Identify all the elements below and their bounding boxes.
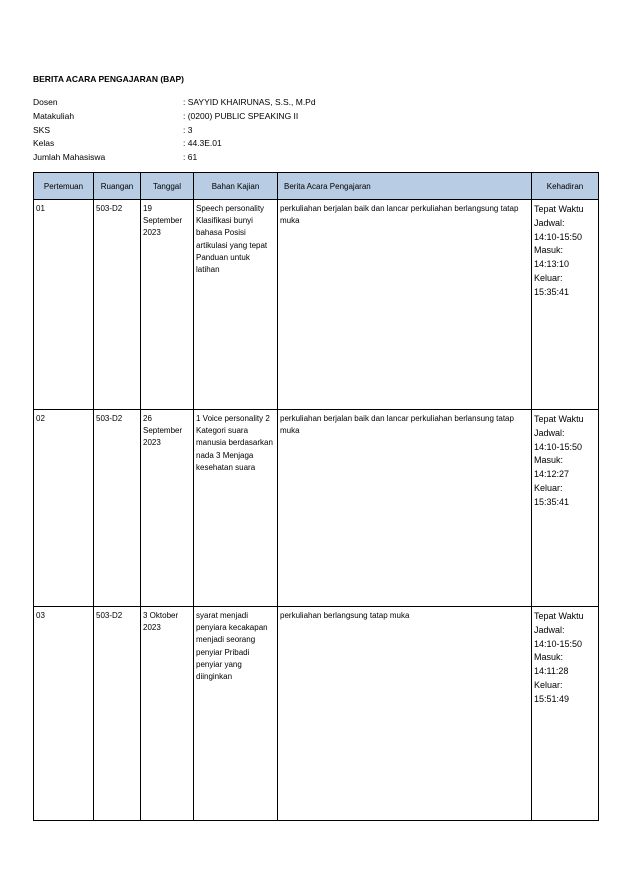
meta-value: : SAYYID KHAIRUNAS, S.S., M.Pd xyxy=(183,97,316,107)
kehadiran-keluar: 15:51:49 xyxy=(534,693,570,704)
cell-bahan-kajian: syarat menjadi penyiara kecakapan menjadi seorang penyiar Pribadi penyiar yang diinginkan xyxy=(194,607,278,821)
table-row xyxy=(34,607,599,821)
cell-pertemuan: 03 xyxy=(34,607,94,821)
cell-tanggal: 19 September 2023 xyxy=(141,200,194,410)
meta-value: : 61 xyxy=(183,152,198,163)
kehadiran-jadwal: 14:10-15:50 xyxy=(534,638,583,649)
table-row xyxy=(34,410,599,607)
kehadiran-jadwal: 14:10-15:50 xyxy=(534,231,583,242)
header-kehadiran: Kehadiran xyxy=(532,173,599,200)
kehadiran-masuk-label: Masuk: xyxy=(534,245,564,256)
cell-berita-acara: perkuliahan berlangsung tatap muka xyxy=(278,607,532,821)
cell-tanggal: 3 Oktober 2023 xyxy=(141,607,194,821)
header-tanggal: Tanggal xyxy=(141,173,194,200)
table-header-row xyxy=(34,173,599,200)
meta-label: SKS xyxy=(33,124,51,135)
kehadiran-keluar-label: Keluar: xyxy=(534,679,563,690)
kehadiran-jadwal-label: Jadwal: xyxy=(534,624,565,635)
table-row xyxy=(34,200,599,410)
header-ruangan: Ruangan xyxy=(94,173,141,200)
cell-ruangan: 503-D2 xyxy=(94,200,141,410)
meta-label: Matakuliah xyxy=(33,110,75,121)
meta-row-dosen xyxy=(33,96,316,110)
meta-label: Kelas xyxy=(33,138,55,149)
kehadiran-status: Tepat Waktu xyxy=(534,414,584,424)
cell-bahan-kajian: 1 Voice personality 2 Kategori suara manusia berdasarkan nada 3 Menjaga kesehatan suara xyxy=(194,410,278,607)
kehadiran-masuk-label: Masuk: xyxy=(534,652,564,663)
kehadiran-jadwal-label: Jadwal: xyxy=(534,217,565,228)
document-title: BERITA ACARA PENGAJARAN (BAP) xyxy=(33,74,184,84)
kehadiran-jadwal: 14:10-15:50 xyxy=(534,441,583,452)
meta-row-sks xyxy=(33,124,316,138)
cell-bahan-kajian: Speech personality Klasifikasi bunyi bahasa Posisi artikulasi yang tepat Panduan untuk latihan xyxy=(194,200,278,410)
cell-pertemuan: 02 xyxy=(34,410,94,607)
cell-tanggal: 26 September 2023 xyxy=(141,410,194,607)
cell-kehadiran xyxy=(532,607,599,821)
meta-row-jumlah-mahasiswa xyxy=(33,151,316,165)
kehadiran-keluar-label: Keluar: xyxy=(534,272,563,283)
meta-row-matakuliah xyxy=(33,110,316,124)
cell-kehadiran xyxy=(532,410,599,607)
meta-value: : 3 xyxy=(183,124,193,135)
header-berita-acara: Berita Acara Pengajaran xyxy=(278,173,532,200)
cell-kehadiran xyxy=(532,200,599,410)
header-bahan-kajian: Bahan Kajian xyxy=(194,173,278,200)
cell-berita-acara: perkuliahan berjalan baik dan lancar perkuliahan berlansung tatap muka xyxy=(278,410,532,607)
cell-ruangan: 503-D2 xyxy=(94,607,141,821)
kehadiran-status: Tepat Waktu xyxy=(534,611,584,621)
kehadiran-jadwal-label: Jadwal: xyxy=(534,427,565,438)
kehadiran-masuk: 14:13:10 xyxy=(534,259,570,270)
kehadiran-masuk: 14:11:28 xyxy=(534,666,569,677)
meta-label: Jumlah Mahasiswa xyxy=(33,152,106,163)
kehadiran-masuk-label: Masuk: xyxy=(534,455,564,466)
meta-value: : (0200) PUBLIC SPEAKING II xyxy=(183,110,299,121)
cell-berita-acara: perkuliahan berjalan baik dan lancar perkuliahan berlangsung tatap muka xyxy=(278,200,532,410)
meta-value: : 44.3E.01 xyxy=(183,138,222,149)
kehadiran-masuk: 14:12:27 xyxy=(534,469,570,480)
cell-pertemuan: 01 xyxy=(34,200,94,410)
bap-table xyxy=(33,172,599,821)
kehadiran-keluar: 15:35:41 xyxy=(534,496,570,507)
meta-label: Dosen xyxy=(33,97,58,107)
header-pertemuan: Pertemuan xyxy=(34,173,94,200)
kehadiran-keluar-label: Keluar: xyxy=(534,482,563,493)
meta-row-kelas xyxy=(33,137,316,151)
kehadiran-status: Tepat Waktu xyxy=(534,204,584,214)
meta-block xyxy=(33,96,316,165)
kehadiran-keluar: 15:35:41 xyxy=(534,286,570,297)
cell-ruangan: 503-D2 xyxy=(94,410,141,607)
